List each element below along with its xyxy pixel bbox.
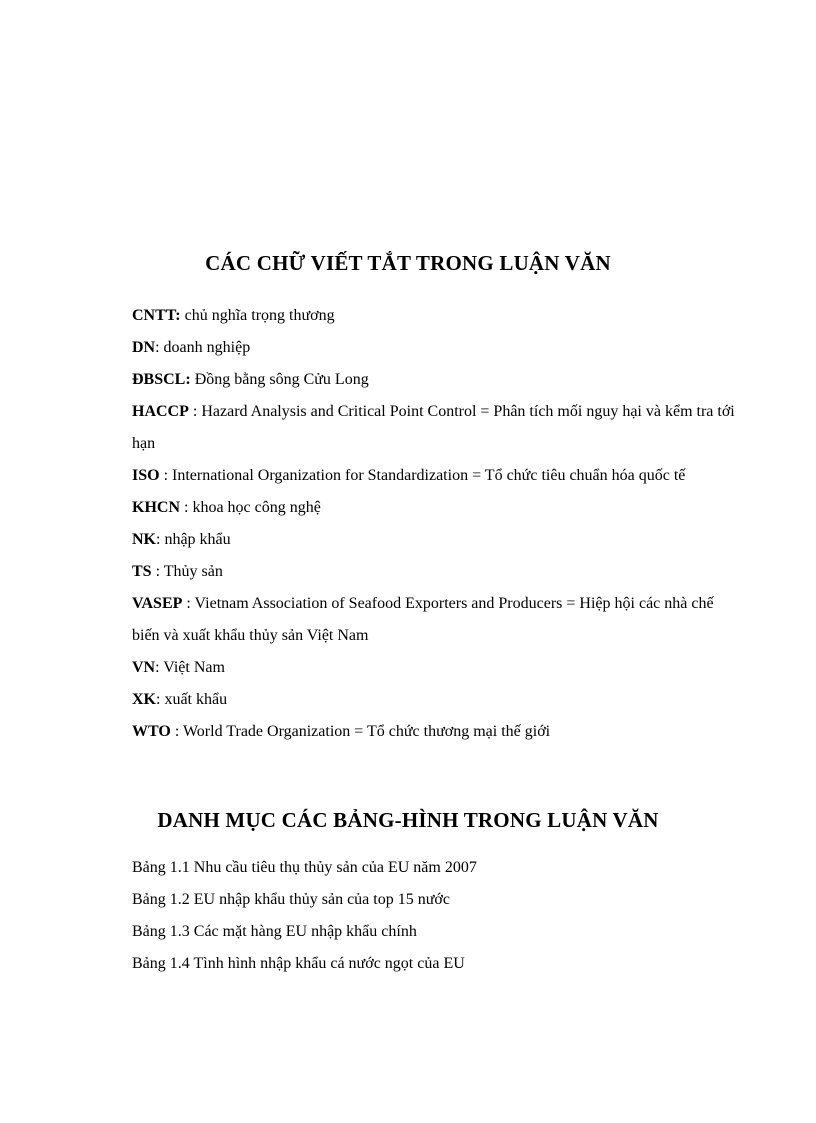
abbreviations-list [132,300,742,748]
abbreviation-definition: : Việt Nam [155,659,225,676]
abbreviation-definition: : khoa học công nghệ [180,499,321,516]
abbreviation-item [132,684,742,716]
abbreviation-term: KHCN [132,499,180,516]
abbreviation-term: TS [132,563,152,580]
abbreviation-definition: Đồng bằng sông Cửu Long [190,371,369,388]
abbreviation-term: VN [132,659,156,676]
abbreviation-definition: : Thủy sản [151,563,223,580]
abbreviation-item [132,396,742,460]
abbreviation-term: NK [132,531,156,548]
abbreviation-item [132,588,742,652]
abbreviation-term: WTO [132,723,171,740]
abbreviation-term: XK [132,691,156,708]
abbreviation-item [132,716,742,748]
abbreviation-definition: : nhập khẩu [156,531,231,548]
tables-figures-heading: DANH MỤC CÁC BẢNG-HÌNH TRONG LUẬN VĂN [157,808,659,832]
abbreviation-term: CNTT: [132,307,181,324]
abbreviation-item [132,364,742,396]
abbreviation-item [132,492,742,524]
abbreviation-definition: : International Organization for Standardization = Tổ chức tiêu chuẩn hóa quốc tế [159,467,686,484]
abbreviation-item [132,300,742,332]
abbreviation-definition: : doanh nghiệp [155,339,251,356]
abbreviation-definition: : xuất khẩu [156,691,228,708]
abbreviation-term: VASEP [132,595,183,612]
table-list-item: Bảng 1.2 EU nhập khẩu thủy sản của top 15 nước [132,891,450,908]
abbreviation-definition: chủ nghĩa trọng thương [180,307,335,324]
abbreviation-definition: : World Trade Organization = Tổ chức thương mại thế giới [170,723,551,740]
abbreviation-term: ĐBSCL: [132,371,191,388]
abbreviation-term: ISO [132,467,160,484]
table-list-item: Bảng 1.3 Các mặt hàng EU nhập khẩu chính [132,923,417,940]
abbreviation-item [132,652,742,684]
table-list-item: Bảng 1.1 Nhu cầu tiêu thụ thủy sản của EU năm 2007 [132,859,477,876]
abbreviation-definition: : Hazard Analysis and Critical Point Control = Phân tích mối nguy hại và kểm tra tới hạn [132,403,735,452]
abbreviation-definition: : Vietnam Association of Seafood Exporters and Producers = Hiệp hội các nhà chế biến và xuất khẩu thủy sản Việt Nam [132,595,714,644]
abbreviation-term: DN [132,339,156,356]
abbreviations-heading: CÁC CHỮ VIẾT TẮT TRONG LUẬN VĂN [205,251,611,275]
abbreviation-item [132,524,742,556]
abbreviation-item [132,556,742,588]
tables-list [132,852,742,980]
abbreviation-item [132,460,742,492]
abbreviation-item [132,332,742,364]
table-list-item: Bảng 1.4 Tình hình nhập khẩu cá nước ngọt của EU [132,955,465,972]
abbreviation-term: HACCP [132,403,189,420]
